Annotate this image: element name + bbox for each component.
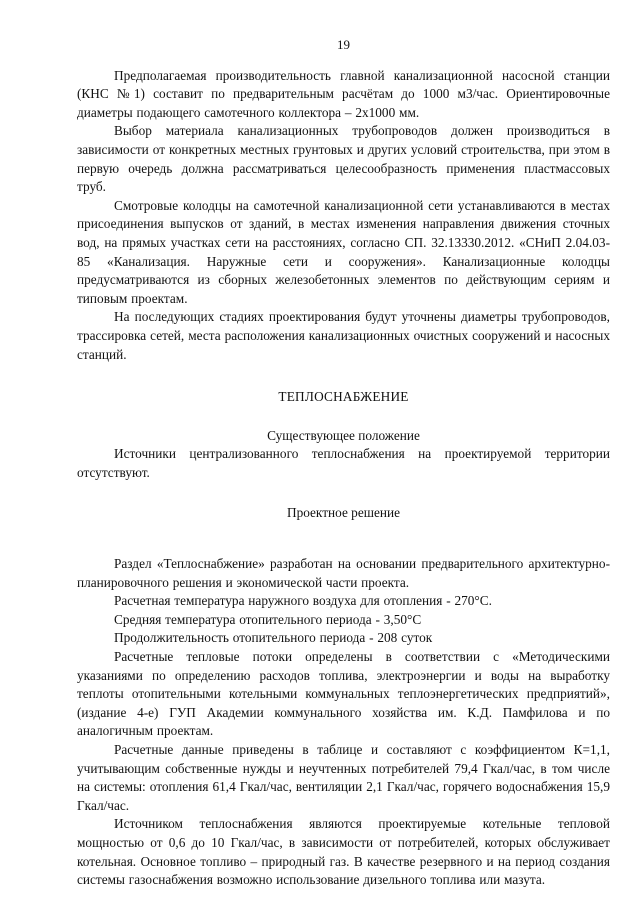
design-paragraph-7: Источником теплоснабжения являются проектируемые котельные тепловой мощностью от 0,6 до 10 Гкал/час, в зависимости от потребителей, которых обслуживает котельная. Основное топливо – природный газ. В качестве резервного и на период создания системы газоснабжения возможно использование дизельного топлива или мазута.: [77, 816, 610, 888]
sewer-section: [77, 67, 610, 365]
document-page: [77, 36, 610, 890]
sewer-paragraph-2: Выбор материала канализационных трубопроводов должен производиться в зависимости от конкретных местных грунтовых и других условий строительства, при этом в первую очередь должна рассматриваться целесообразность применения пластмассовых труб.: [77, 123, 610, 195]
design-paragraph-6: Расчетные данные приведены в таблице и составляют с коэффициентом К=1,1, учитывающим собственные нужды и неучтенных потребителей 79,4 Гкал/час, в том числе на системы: отопления 61,4 Гкал/час, вентиляции 2,1 Гкал/час, горячего водоснабжения 15,9 Гкал/час.: [77, 742, 610, 813]
design-solution-heading: Проектное решение: [286, 505, 401, 521]
page-number: 19: [337, 37, 350, 52]
design-paragraph-1: Раздел «Теплоснабжение» разработан на основании предварительного архитектурно-планировочного решения и экономической части проекта.: [77, 556, 610, 590]
sewer-paragraph-4: На последующих стадиях проектирования будут уточнены диаметры трубопроводов, трассировка сетей, места расположения канализационных очистных сооружений и насосных станций.: [77, 309, 610, 362]
design-paragraph-2: Расчетная температура наружного воздуха для отопления - 270°С.: [114, 593, 492, 609]
existing-situation-heading: Существующее положение: [267, 427, 420, 443]
heat-supply-heading: ТЕПЛОСНАБЖЕНИЕ: [278, 389, 409, 405]
design-paragraph-4: Продолжительность отопительного периода - 208 суток: [114, 630, 433, 646]
design-paragraph-5: Расчетные тепловые потоки определены в соответствии с «Методическими указаниями по определению расходов топлива, электроэнергии и воды на выработку теплоты отопительными котельными коммунальных теплоэнергетических предприятий», (издание 4-е) ГУП Академии коммунального хозяйства им. К.Д. Памфилова и по аналогичным проектам.: [77, 649, 610, 739]
heat-supply-section: [77, 388, 610, 890]
sewer-paragraph-3: Смотровые колодцы на самотечной канализационной сети устанавливаются в местах присоединения выпусков от зданий, в местах изменения направления движения сточных вод, на прямых участках сети на расстояниях, согласно СП. 32.13330.2012. «СНиП 2.04.03-85 «Канализация. Наружные сети и сооружения». Канализационные колодцы предусматриваются из сборных железобетонных элементов по действующим сериям и типовым проектам.: [77, 197, 610, 306]
existing-paragraph-1: Источники централизованного теплоснабжения на проектируемой территории отсутствуют.: [77, 446, 610, 480]
design-paragraph-3: Средняя температура отопительного периода - 3,50°С: [114, 611, 422, 627]
sewer-paragraph-1: Предполагаемая производительность главной канализационной насосной станции (КНС №1) составит по предварительным расчётам до 1000 м3/час. Ориентировочные диаметры подающего самотечного коллектора – 2х1000 мм.: [77, 67, 610, 120]
